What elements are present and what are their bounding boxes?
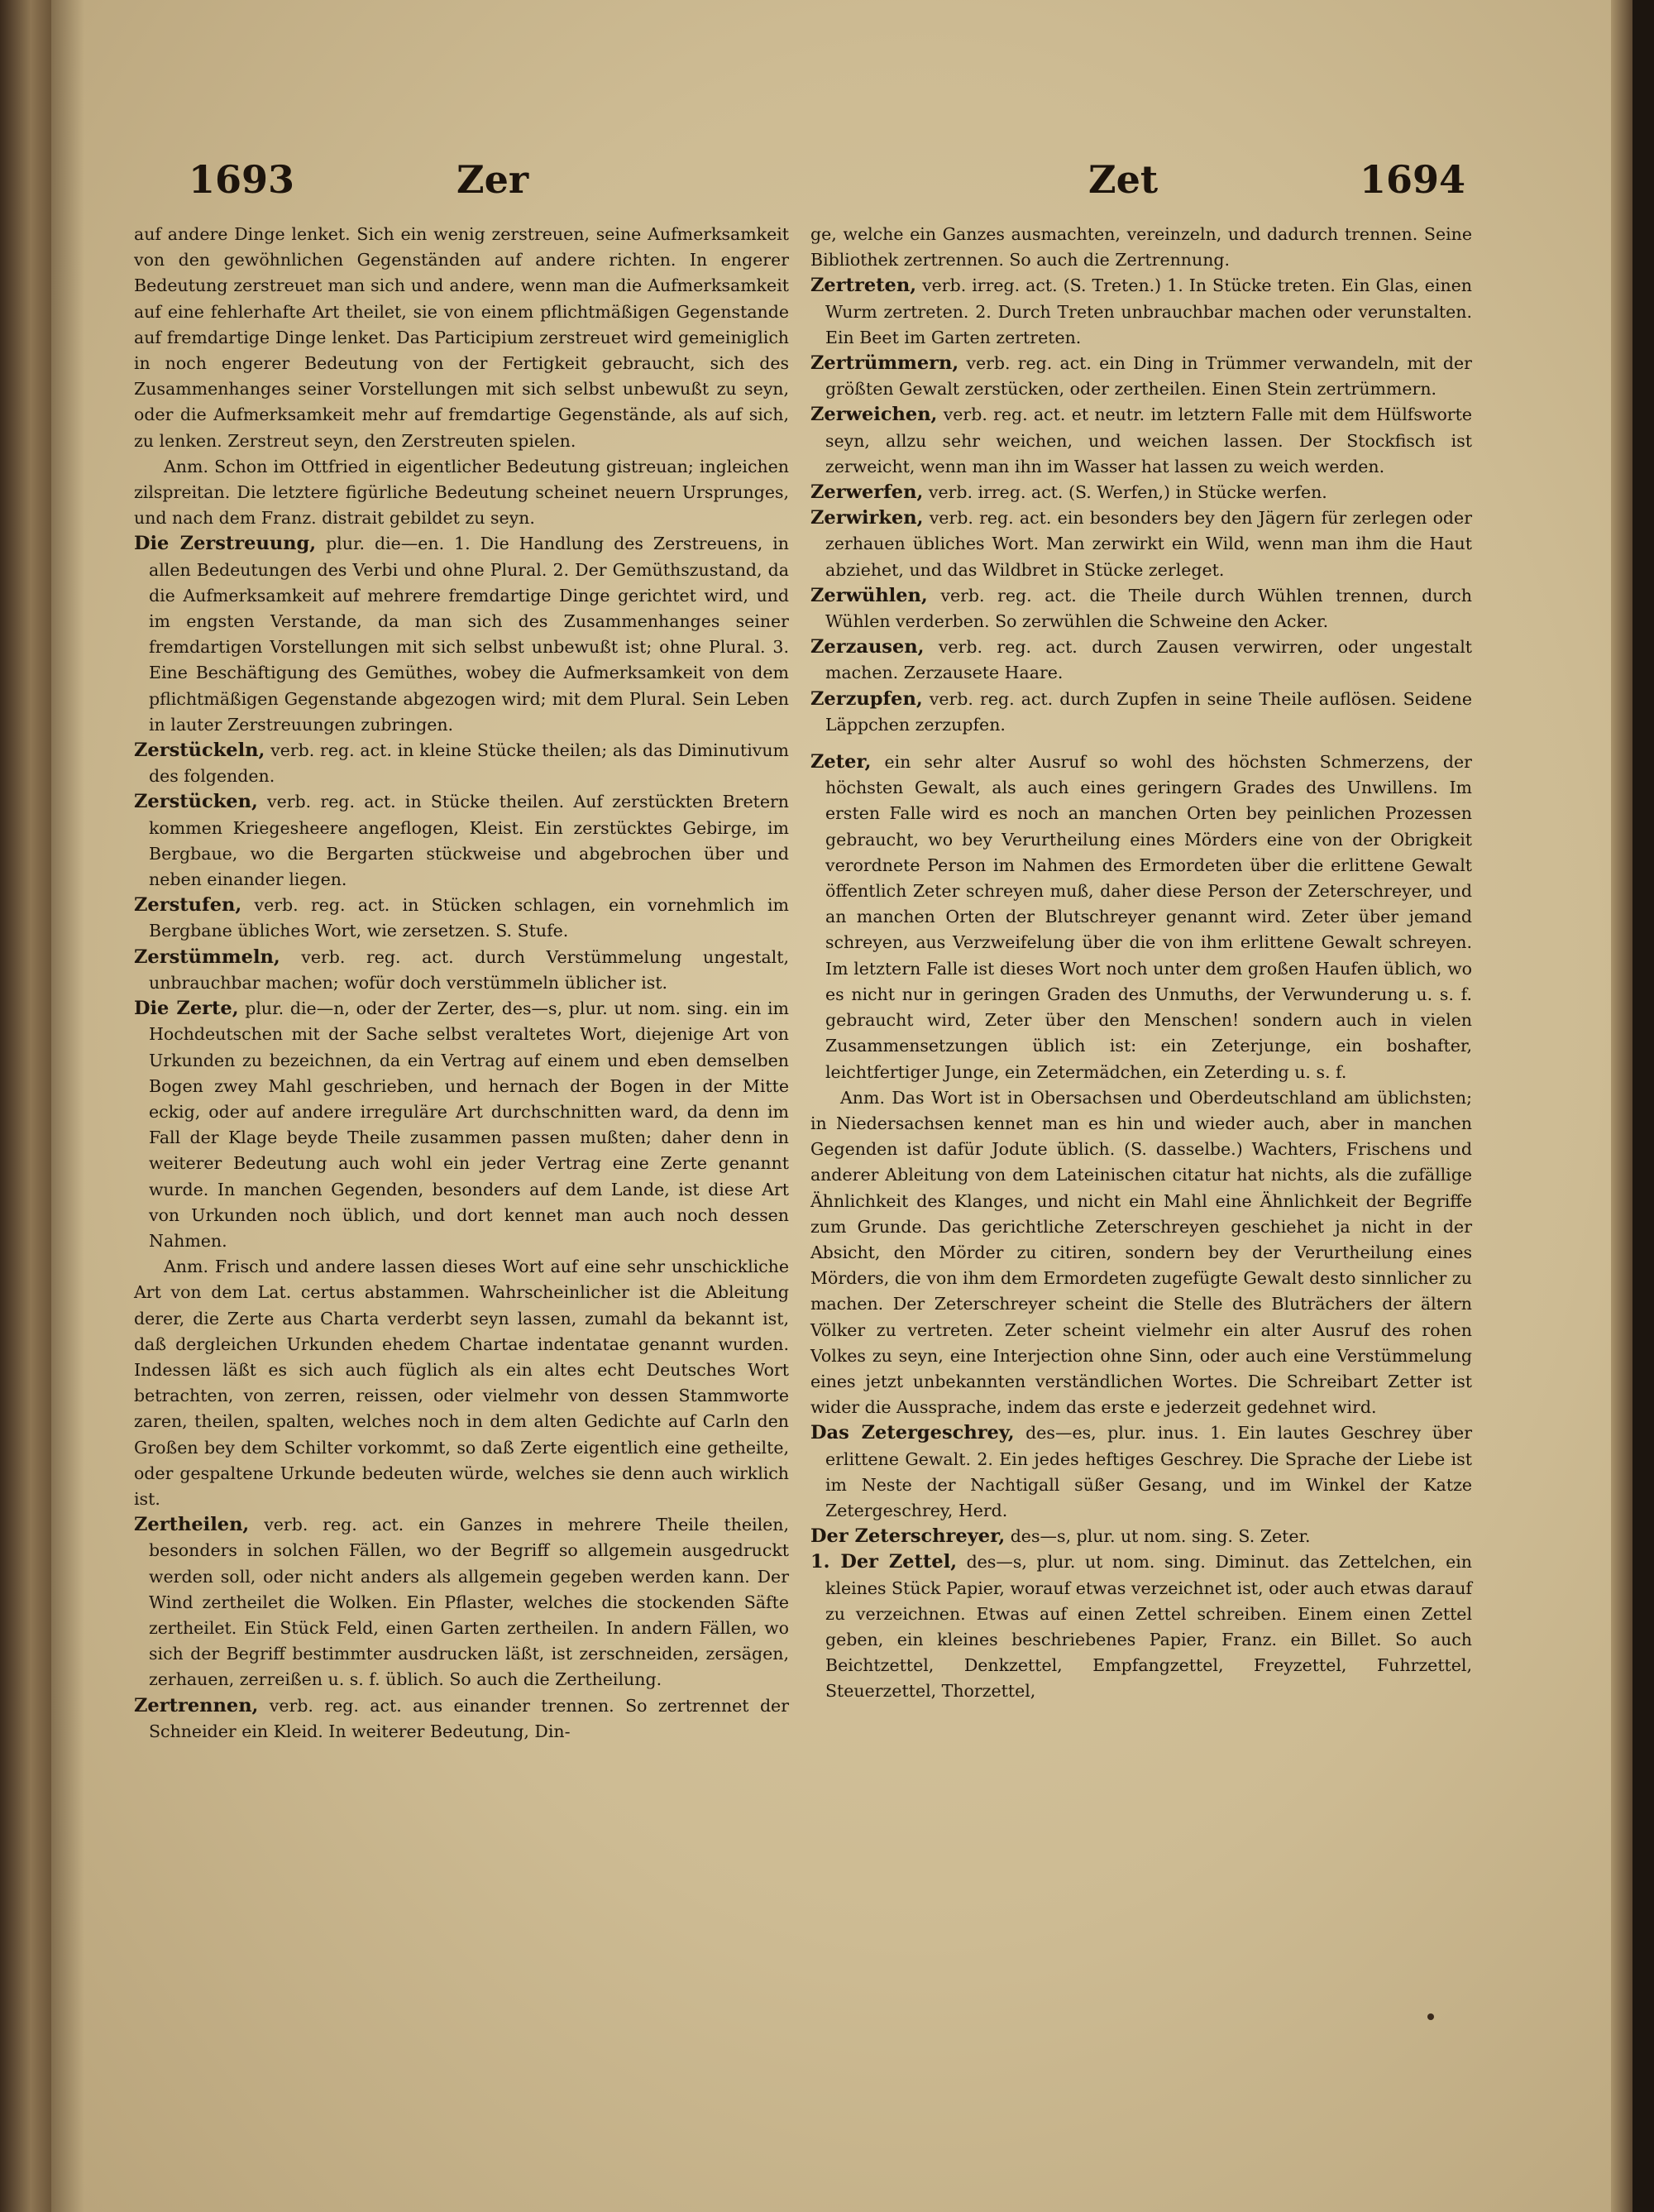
entry-headword: Der Zeterschreyer, [810,1525,1006,1548]
entry-headword: Zerwirken, [810,507,924,529]
dictionary-entry [810,634,1472,686]
dictionary-entry [810,505,1472,583]
dictionary-entry [810,273,1472,351]
dictionary-entry [810,1420,1472,1524]
entry-body: verb. reg. act. et neutr. im letztern Falle mit dem Hülfsworte seyn, allzu sehr weichen, und weichen lassen. Der Stockfisch ist zerweicht, wenn man ihn im Wasser hat lassen zu weich werden. [825,405,1472,476]
entry-headword: Zerwerfen, [810,481,924,504]
right-page-number: 1694 [1360,157,1466,202]
entry-body: verb. irreg. act. (S. Treten.) 1. In Stücke treten. Ein Glas, einen Wurm zertreten. 2. Durch Treten unbrauchbar machen oder verunstalten. Ein Beet im Garten zertreten. [825,275,1472,347]
entry-headword: Die Zerstreuung, [134,533,317,555]
dictionary-entry [134,531,789,738]
entry-headword: Zeter, [810,751,872,773]
entry-body: verb. reg. act. in Stücke theilen. Auf zerstückten Bretern kommen Kriegesheere angeflogen, Kleist. Ein zerstücktes Gebirge, im Bergbaue, wo die Bergarten stückweise und abgebrochen über und neben einander liegen. [149,792,789,890]
dictionary-entry [810,749,1472,1085]
entry-body: plur. die—n, oder der Zerter, des—s, plur. ut nom. sing. ein im Hochdeutschen mit der Sache selbst veraltetes Wort, diejenige Art von Urkunden zu bezeichnen, da ein Vertrag auf einem und eben demselben Bogen zwey Mahl geschrieben, und hernach der Bogen in der Mitte eckig, oder auf andere irreguläre Art durchschnitten ward, da denn im Fall der Klage beyde Theile zusammen passen mußten; daher denn in weiterer Bedeutung auch wohl ein jeder Vertrag eine Zerte genannt wurde. In manchen Gegenden, besonders auf dem Lande, ist diese Art von Urkunden noch üblich, und dort kennet man auch noch dessen Nahmen. [149,998,789,1251]
entry-body: verb. reg. act. ein Ding in Trümmer verwandeln, mit der größten Gewalt zerstücken, oder zertheilen. Einen Stein zertrümmern. [825,353,1472,400]
entry-headword: Das Zetergeschrey, [810,1422,1015,1444]
entry-headword: Zerstücken, [134,791,258,813]
entry-headword: Zerzausen, [810,636,925,658]
ink-speck [1427,2013,1434,2020]
dictionary-entry [810,687,1472,738]
entry-continuation: ge, welche ein Ganzes ausmachten, vereinzeln, und dadurch trennen. Seine Bibliothek zertrennen. So auch die Zertrennung. [810,224,1472,271]
dictionary-entry [134,789,789,893]
entry-body: verb. reg. act. aus einander trennen. So zertrennet der Schneider ein Kleid. In weiterer Bedeutung, Din- [149,1695,789,1741]
entry-headword: Zertrennen, [134,1694,259,1716]
right-column [810,222,1472,1705]
entry-continuation: auf andere Dinge lenket. Sich ein wenig zerstreuen, seine Aufmerksamkeit von den gewöhnlichen Gegenständen auf andere richten. In engerer Bedeutung zerstreuet man sich und andere, wenn man die Aufmerksamkeit auf eine fehlerhafte Art theilet, sie von einem pflichtmäßigen Gegenstande auf fremdartige Dinge lenket. Das Participium zerstreuet wird gemeiniglich in noch engerer Bedeutung von der Fertigkeit gebraucht, sich des Zusammenhanges seiner Vorstellungen mit sich selbst unbewußt zu seyn, oder die Aufmerksamkeit mehr auf fremdartige Gegenstände, als auf sich, zu lenken. Zerstreut seyn, den Zerstreuten spielen. [134,224,789,451]
entry-headword: Zertheilen, [134,1514,250,1536]
dictionary-entry [810,402,1472,480]
dictionary-entry [810,1549,1472,1704]
entry-body: verb. reg. act. durch Verstümmelung ungestalt, unbrauchbar machen; wofür doch verstümmeln üblicher ist. [149,946,789,993]
dictionary-entry [810,583,1472,634]
left-column [134,222,789,1745]
entry-body: des—s, plur. ut nom. sing. Diminut. das Zettelchen, ein kleines Stück Papier, worauf etwas verzeichnet ist, oder auch etwas darauf zu verzeichnen. Etwas auf einen Zettel schreiben. Einem einen Zettel geben, ein kleines beschriebenes Papier, Franz. ein Billet. So auch Beichtzettel, Denkzettel, Empfangzettel, Freyzettel, Fuhrzettel, Steuerzettel, Thorzettel, [825,1552,1472,1702]
entry-body: verb. reg. act. durch Zupfen in seine Theile auflösen. Seidene Läppchen zerzupfen. [825,688,1472,735]
entry-body: verb. reg. act. in kleine Stücke theilen; als das Diminutivum des folgenden. [149,740,789,787]
book-spine [0,0,51,2212]
entry-headword: Die Zerte, [134,998,239,1020]
entry-body: verb. reg. act. durch Zausen verwirren, oder ungestalt machen. Zerzausete Haare. [825,637,1472,683]
entry-headword: Zerstückeln, [134,740,265,762]
entry-annotation: Anm. Frisch und andere lassen dieses Wort auf eine sehr unschickliche Art von dem Lat. certus abstammen. Wahrscheinlicher ist die Ableitung derer, die Zerte aus Charta verderbt seyn lassen, zumahl da bekannt ist, daß dergleichen Urkunden ehedem Chartae indentatae genannt wurden. Indessen läßt es sich auch füglich als ein altes echt Deutsches Wort betrachten, von zerren, reissen, oder vielmehr von dessen Stammworte zaren, theilen, spalten, welches noch in dem alten Gedichte auf Carln den Großen bey dem Schilter vorkommt, so daß Zerte eigentlich eine getheilte, oder gespaltene Urkunde bedeuten würde, welches sie denn auch wirklich ist. [134,1257,789,1509]
left-running-head: Zer [457,157,529,202]
entry-body: des—s, plur. ut nom. sing. S. Zeter. [1010,1526,1311,1547]
right-running-head: Zet [1088,157,1159,202]
entry-headword: Zerstufen, [134,894,242,917]
dictionary-entry [134,1693,789,1745]
dictionary-entry [134,738,789,789]
entry-body: plur. die—en. 1. Die Handlung des Zerstreuens, in allen Bedeutungen des Verbi und ohne Plural. 2. Der Gemüthszustand, da die Aufmerksamkeit auf mehrere fremdartige Dinge gerichtet wird, und im engsten Verstande, da man sich des Zusammenhanges seiner fremdartigen Vorstellungen mit sich selbst unbewußt ist; ohne Plural. 3. Eine Beschäftigung des Gemüthes, wobey die Aufmerksamkeit von dem pflichtmäßigen Gegenstande abgezogen wird; mit dem Plural. Sein Leben in lauter Zerstreuungen zubringen. [149,534,789,735]
entry-body: des—es, plur. inus. 1. Ein lautes Geschrey über erlittene Gewalt. 2. Ein jedes heftiges Geschrey. Die Sprache der Liebe ist im Neste der Nachtigall süßer Gesang, und im Winkel der Katze Zetergeschrey, Herd. [825,1423,1472,1520]
entry-body: verb. reg. act. ein besonders bey den Jägern für zerlegen oder zerhauen übliches Wort. Man zerwirkt ein Wild, wenn man ihm die Haut abziehet, und das Wildbret in Stücke zerleget. [825,508,1472,580]
dictionary-entry [134,893,789,944]
dictionary-entry [134,996,789,1254]
entry-annotation: Anm. Das Wort ist in Obersachsen und Oberdeutschland am üblichsten; in Niedersachsen kennet man es hin und wieder auch, aber in manchen Gegenden ist dafür Jodute üblich. (S. dasselbe.) Wachters, Frischens und anderer Ableitung von dem Lateinischen citatur hat nichts, als die zufällige Ähnlichkeit des Klanges, und nicht ein Mahl eine Ähnlichkeit der Begriffe zum Grunde. Das gerichtliche Zeterschreyen geschiehet ja nicht in der Absicht, den Mörder zu citiren, sondern bey der Verurtheilung eines Mörders, die von ihm dem Ermordeten zugefügte Gewalt desto sinnlicher zu machen. Der Zeterschreyer scheint die Stelle des Bluträchers der ältern Völker zu vertreten. Zeter scheint vielmehr ein alter Ausruf des rohen Volkes zu seyn, eine Interjection ohne Sinn, oder auch eine Verstümmelung eines jetzt unbekannten verständlichen Wortes. Die Schreibart Zetter ist wider die Aussprache, indem das erste e jederzeit gedehnet wird. [810,1087,1472,1418]
entry-headword: Zerstümmeln, [134,946,280,968]
entry-headword: Zertreten, [810,275,917,297]
dictionary-entry [134,1512,789,1693]
dictionary-entry [810,1524,1472,1549]
dictionary-entry [134,945,789,996]
dictionary-entry [810,351,1472,402]
entry-body: verb. reg. act. die Theile durch Wühlen trennen, durch Wühlen verderben. So zerwühlen die Schweine den Acker. [825,585,1472,632]
entry-headword: Zerwühlen, [810,584,928,606]
entry-body: verb. reg. act. in Stücken schlagen, ein vornehmlich im Bergbane übliches Wort, wie zersetzen. S. Stufe. [149,895,789,941]
entry-annotation: Anm. Schon im Ottfried in eigentlicher Bedeutung gistreuan; ingleichen zilspreitan. Die letztere figürliche Bedeutung scheinet neuern Ursprunges, und nach dem Franz. distrait gebildet zu seyn. [134,456,789,529]
entry-body: verb. irreg. act. (S. Werfen,) in Stücke werfen. [928,482,1327,503]
book-page [51,0,1632,2212]
entry-headword: 1. Der Zettel, [810,1551,958,1573]
dictionary-entry [810,480,1472,505]
page-edge [1611,0,1632,2212]
entry-headword: Zerzupfen, [810,687,923,710]
entry-headword: Zerweichen, [810,404,938,426]
entry-body: ein sehr alter Ausruf so wohl des höchsten Schmerzens, der höchsten Gewalt, als auch eines geringern Grades des Unwillens. Im ersten Falle wird es noch an manchen Orten bey peinlichen Prozessen gebraucht, wo bey Verurtheilung eines Mörders eine von der Obrigkeit verordnete Person im Nahmen des Ermordeten über die erlittene Gewalt öffentlich Zeter schreyen muß, daher diese Person der Zeterschreyer, und an manchen Orten der Blutschreyer genannt wird. Zeter über jemand schreyen, aus Verzweifelung über die von ihm erlittene Gewalt schreyen. Im letztern Falle ist dieses Wort noch unter dem großen Haufen üblich, wo es nicht nur in geringen Graden des Unmuths, der Verwunderung u. s. f. gebraucht wird, Zeter über den Menschen! sondern auch in vielen Zusammensetzungen üblich ist: ein Zeterjunge, ein boshafter, leichtfertiger Junge, ein Zetermädchen, ein Zeterding u. s. f. [825,752,1472,1082]
left-page-number: 1693 [189,157,295,202]
entry-body: verb. reg. act. ein Ganzes in mehrere Theile theilen, besonders in solchen Fällen, wo der Begriff so allgemein ausgedruckt werden soll, oder nicht anders als allgemein gegeben werden kann. Der Wind zertheilet die Wolken. Ein Pflaster, welches die stockenden Säfte zertheilet. Ein Stück Feld, einen Garten zertheilen. In andern Fällen, wo sich der Begriff bestimmter ausdrucken läßt, ist zerschneiden, zersägen, zerhauen, zerreißen u. s. f. üblich. So auch die Zertheilung. [149,1515,789,1690]
entry-headword: Zertrümmern, [810,352,959,375]
